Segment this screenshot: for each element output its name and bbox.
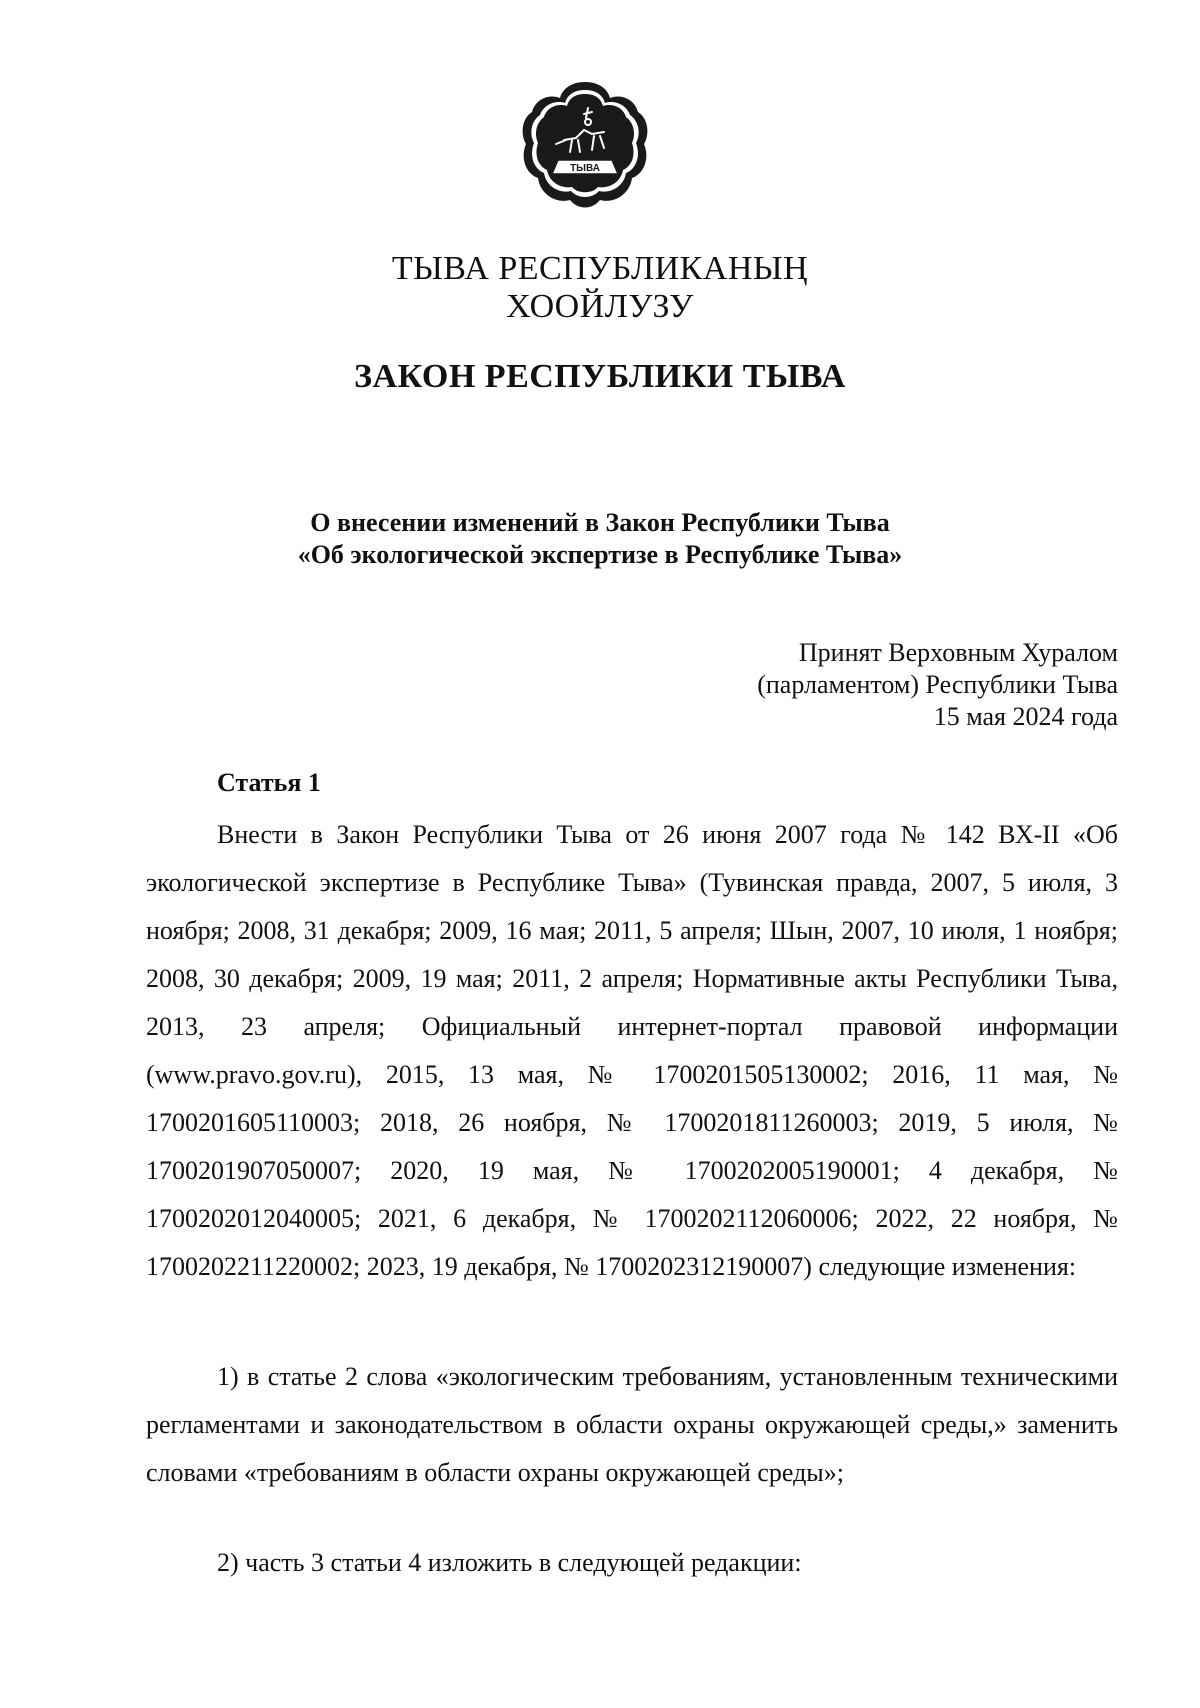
law-title-tyvan-line1: ТЫВА РЕСПУБЛИКАНЫҢ: [391, 250, 809, 287]
article-item-1: 1) в статье 2 слова «экологическим требованиям, установленным техническими регламентами и законодательством в области охраны окружающей среды,» заменить словами «требованиям в области охраны окружающей среды»;: [146, 1362, 1118, 1487]
emblem-banner-text: ТЫВА: [570, 163, 600, 174]
tyva-emblem-icon: [520, 78, 650, 212]
article-heading: Статья 1: [217, 768, 321, 797]
adoption-line1: Принят Верховным Хуралом: [798, 638, 1118, 667]
article-item-2: 2) часть 3 статьи 4 изложить в следующей редакции:: [217, 1548, 802, 1577]
adoption-info: [757, 637, 1118, 733]
law-title-tyvan-line2: ХООЙЛУЗУ: [506, 288, 694, 325]
law-subject-line2: «Об экологической экспертизе в Республике Тыва»: [297, 540, 903, 569]
adoption-date: 15 мая 2024 года: [933, 702, 1118, 731]
law-title-russian: ЗАКОН РЕСПУБЛИКИ ТЫВА: [354, 358, 846, 395]
article-intro-paragraph: Внести в Закон Республики Тыва от 26 июня 2007 года № 142 ВХ-II «Об экологической экспертизе в Республике Тыва» (Тувинская правда, 2007, 5 июля, 3 ноября; 2008, 31 декабря; 2009, 16 мая; 2011, 5 апреля; Шын, 2007, 10 июля, 1 ноября; 2008, 30 декабря; 2009, 19 мая; 2011, 2 апреля; Нормативные акты Республики Тыва, 2013, 23 апреля; Официальный интернет-портал правовой информации (www.pravo.gov.ru), 2015, 13 мая, № 1700201505130002; 2016, 11 мая, № 1700201605110003; 2018, 26 ноября, № 1700201811260003; 2019, 5 июля, № 1700201907050007; 2020, 19 мая, № 1700202005190001; 4 декабря, № 1700202012040005; 2021, 6 декабря, № 1700202112060006; 2022, 22 ноября, № 1700202211220002; 2023, 19 декабря, № 1700202312190007) следующие изменения:: [146, 820, 1118, 1281]
adoption-line2: (парламентом) Республики Тыва: [757, 670, 1118, 699]
law-subject-line1: О внесении изменений в Закон Республики Тыва: [310, 508, 890, 537]
republic-emblem: [520, 78, 650, 212]
